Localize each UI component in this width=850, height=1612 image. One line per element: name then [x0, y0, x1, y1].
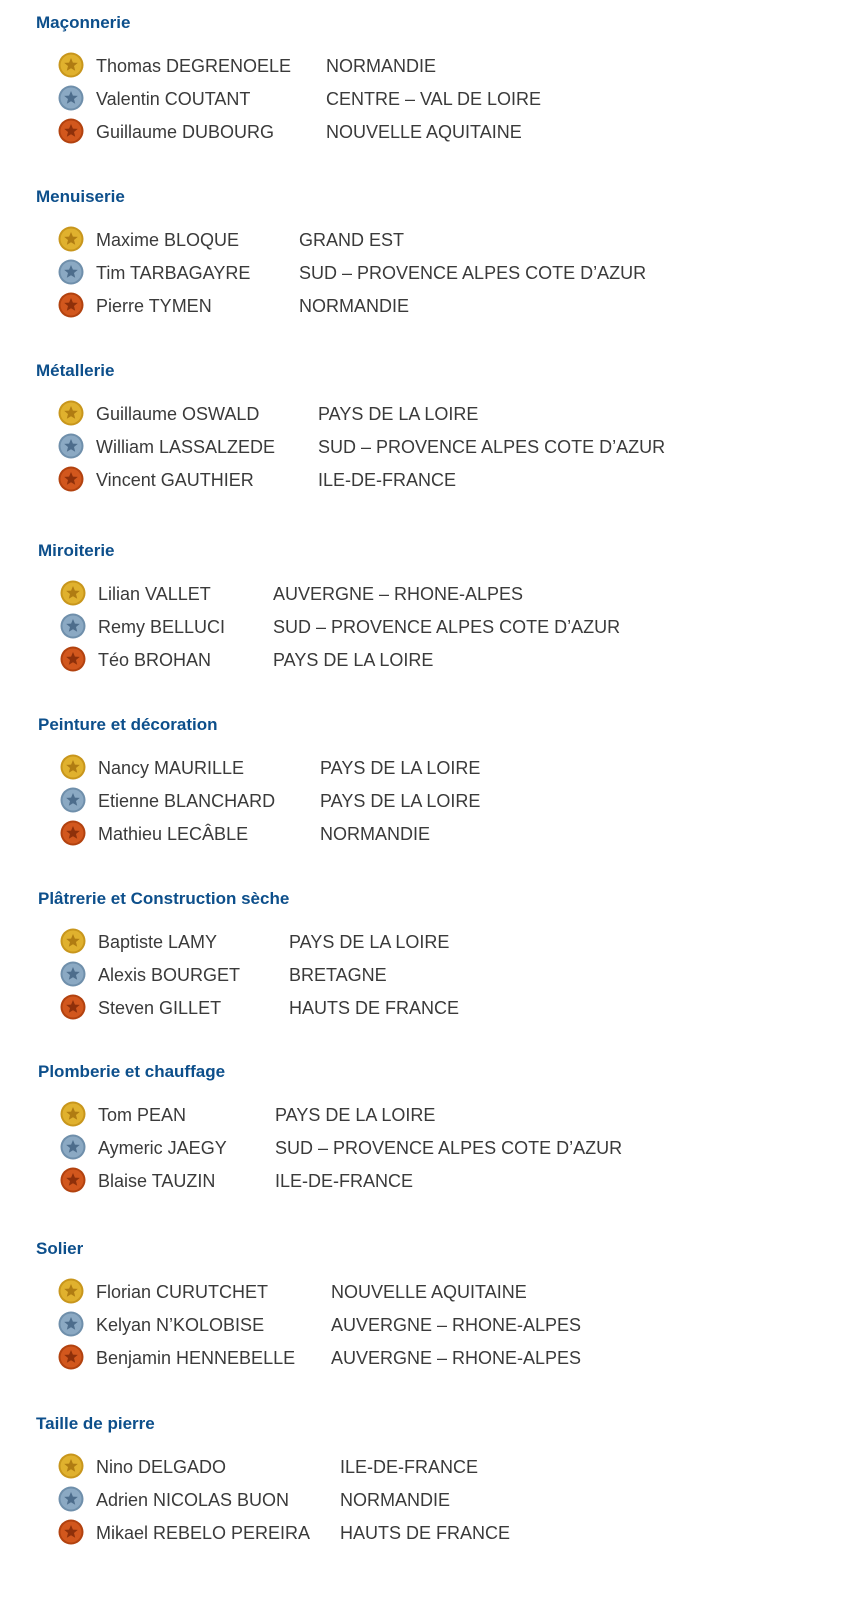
winner-region: NORMANDIE [320, 824, 431, 844]
winner-row [58, 118, 838, 150]
winner-name: Maxime BLOQUE [96, 230, 240, 250]
winner-name: Guillaume DUBOURG [96, 122, 275, 142]
winner-name: Mikael REBELO PEREIRA [96, 1523, 311, 1543]
winner-name: Etienne BLANCHARD [98, 791, 276, 811]
winner-name: Mathieu LECÂBLE [98, 824, 249, 844]
gold-medal-icon [60, 928, 86, 954]
gold-medal-icon [60, 754, 86, 780]
winner-row [58, 259, 838, 291]
winner-region: AUVERGNE – RHONE-ALPES [331, 1315, 582, 1335]
winner-row [60, 928, 840, 960]
gold-medal-icon [58, 226, 84, 252]
winner-row [58, 1278, 838, 1310]
bronze-medal-icon [60, 820, 86, 846]
category-title: Maçonnerie [36, 13, 131, 32]
winner-region: PAYS DE LA LOIRE [320, 791, 481, 811]
winner-row [58, 226, 838, 258]
winner-name: Adrien NICOLAS BUON [96, 1490, 290, 1510]
winner-name: Lilian VALLET [98, 584, 211, 604]
winner-row [58, 85, 838, 117]
winner-name: Kelyan N’KOLOBISE [96, 1315, 265, 1335]
winner-row [58, 1311, 838, 1343]
winner-region: SUD – PROVENCE ALPES COTE D’AZUR [299, 263, 647, 283]
winner-row [58, 52, 838, 84]
bronze-medal-icon [60, 646, 86, 672]
winner-region: NORMANDIE [299, 296, 410, 316]
category-title: Solier [36, 1239, 84, 1258]
bronze-medal-icon [60, 994, 86, 1020]
winner-name: William LASSALZEDE [96, 437, 276, 457]
winner-region: NORMANDIE [340, 1490, 451, 1510]
winner-row [58, 466, 838, 498]
winner-name: Steven GILLET [98, 998, 222, 1018]
winner-row [58, 1486, 838, 1518]
winner-region: HAUTS DE FRANCE [340, 1523, 511, 1543]
silver-medal-icon [60, 961, 86, 987]
winner-region: GRAND EST [299, 230, 405, 250]
winner-row [60, 1167, 840, 1199]
winner-row [60, 613, 840, 645]
gold-medal-icon [58, 400, 84, 426]
gold-medal-icon [60, 1101, 86, 1127]
bronze-medal-icon [58, 1519, 84, 1545]
winner-name: Valentin COUTANT [96, 89, 251, 109]
category-title: Menuiserie [36, 187, 125, 206]
category-title: Miroiterie [38, 541, 115, 560]
gold-medal-icon [60, 580, 86, 606]
category-title: Plâtrerie et Construction sèche [38, 889, 290, 908]
winner-row [60, 994, 840, 1026]
bronze-medal-icon [58, 118, 84, 144]
winner-name: Tom PEAN [98, 1105, 187, 1125]
bronze-medal-icon [58, 466, 84, 492]
winner-row [60, 1101, 840, 1133]
winner-region: ILE-DE-FRANCE [275, 1171, 414, 1191]
winner-row [60, 580, 840, 612]
winner-name: Nino DELGADO [96, 1457, 227, 1477]
winner-row [60, 787, 840, 819]
winner-row [58, 1519, 838, 1551]
winner-region: ILE-DE-FRANCE [318, 470, 457, 490]
winner-region: SUD – PROVENCE ALPES COTE D’AZUR [318, 437, 666, 457]
winner-row [58, 1453, 838, 1485]
winner-region: AUVERGNE – RHONE-ALPES [273, 584, 524, 604]
winner-name: Benjamin HENNEBELLE [96, 1348, 296, 1368]
winner-region: NORMANDIE [326, 56, 437, 76]
winner-name: Florian CURUTCHET [96, 1282, 269, 1302]
category-title: Peinture et décoration [38, 715, 218, 734]
silver-medal-icon [58, 85, 84, 111]
winner-name: Baptiste LAMY [98, 932, 218, 952]
winner-name: Vincent GAUTHIER [96, 470, 254, 490]
winner-row [60, 754, 840, 786]
silver-medal-icon [60, 613, 86, 639]
winner-name: Nancy MAURILLE [98, 758, 245, 778]
winner-row [58, 433, 838, 465]
winner-row [60, 646, 840, 678]
winner-region: SUD – PROVENCE ALPES COTE D’AZUR [273, 617, 621, 637]
winner-name: Tim TARBAGAYRE [96, 263, 251, 283]
silver-medal-icon [58, 1486, 84, 1512]
bronze-medal-icon [58, 1344, 84, 1370]
winner-row [60, 961, 840, 993]
silver-medal-icon [58, 433, 84, 459]
winner-region: CENTRE – VAL DE LOIRE [326, 89, 542, 109]
winner-region: ILE-DE-FRANCE [340, 1457, 479, 1477]
winner-region: HAUTS DE FRANCE [289, 998, 460, 1018]
bronze-medal-icon [58, 292, 84, 318]
winner-name: Thomas DEGRENOELE [96, 56, 292, 76]
winner-region: SUD – PROVENCE ALPES COTE D’AZUR [275, 1138, 623, 1158]
winner-row [60, 1134, 840, 1166]
winner-region: AUVERGNE – RHONE-ALPES [331, 1348, 582, 1368]
winner-row [58, 400, 838, 432]
winner-region: PAYS DE LA LOIRE [318, 404, 479, 424]
winner-name: Guillaume OSWALD [96, 404, 260, 424]
winner-name: Alexis BOURGET [98, 965, 241, 985]
silver-medal-icon [58, 259, 84, 285]
winner-region: PAYS DE LA LOIRE [289, 932, 450, 952]
silver-medal-icon [58, 1311, 84, 1337]
category-title: Métallerie [36, 361, 115, 380]
winner-name: Téo BROHAN [98, 650, 212, 670]
winner-region: BRETAGNE [289, 965, 387, 985]
winner-row [58, 1344, 838, 1376]
winner-name: Aymeric JAEGY [98, 1138, 227, 1158]
winner-region: PAYS DE LA LOIRE [275, 1105, 436, 1125]
winner-region: PAYS DE LA LOIRE [320, 758, 481, 778]
winner-row [60, 820, 840, 852]
winner-name: Blaise TAUZIN [98, 1171, 216, 1191]
gold-medal-icon [58, 52, 84, 78]
category-title: Taille de pierre [36, 1414, 155, 1433]
gold-medal-icon [58, 1278, 84, 1304]
bronze-medal-icon [60, 1167, 86, 1193]
winner-region: NOUVELLE AQUITAINE [326, 122, 522, 142]
silver-medal-icon [60, 787, 86, 813]
category-title: Plomberie et chauffage [38, 1062, 226, 1081]
winner-name: Remy BELLUCI [98, 617, 226, 637]
winner-row [58, 292, 838, 324]
silver-medal-icon [60, 1134, 86, 1160]
winner-region: NOUVELLE AQUITAINE [331, 1282, 527, 1302]
winner-name: Pierre TYMEN [96, 296, 212, 316]
gold-medal-icon [58, 1453, 84, 1479]
winner-region: PAYS DE LA LOIRE [273, 650, 434, 670]
